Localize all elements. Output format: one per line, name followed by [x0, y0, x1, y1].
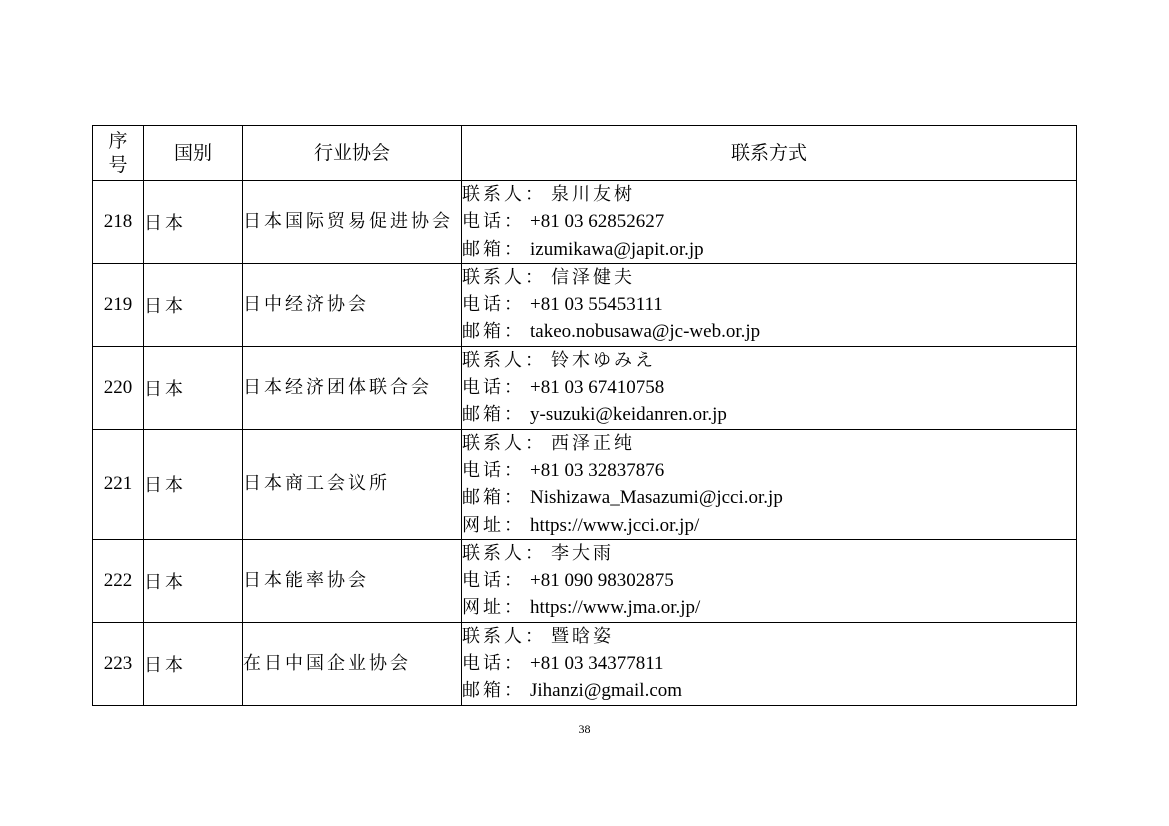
table-row: [93, 539, 1077, 622]
row-number: 221: [93, 429, 144, 539]
row-association: 在日中国企业协会: [243, 622, 462, 705]
label-colon: ：: [504, 321, 522, 343]
website-value[interactable]: https://www.jcci.or.jp/: [530, 514, 700, 536]
row-contact: [462, 346, 1077, 429]
row-association: 日中经济协会: [243, 263, 462, 346]
label-colon: ：: [504, 680, 522, 702]
label-colon: ：: [504, 294, 522, 316]
table-row: [93, 429, 1077, 539]
contact-person-value: 信泽健夫: [551, 266, 635, 288]
row-number: 219: [93, 263, 144, 346]
phone-label: 电话: [462, 653, 504, 675]
row-contact: [462, 429, 1077, 539]
label-colon: ：: [504, 653, 522, 675]
email-line: [462, 318, 1076, 345]
row-country: 日本: [144, 429, 243, 539]
phone-value: +81 03 67410758: [530, 377, 665, 399]
row-association: 日本商工会议所: [243, 429, 462, 539]
row-country: 日本: [144, 263, 243, 346]
contacts-table: [92, 125, 1077, 706]
row-country: 日本: [144, 622, 243, 705]
table-row: [93, 263, 1077, 346]
row-number: 220: [93, 346, 144, 429]
row-association: 日本国际贸易促进协会: [243, 181, 462, 264]
email-line: [462, 236, 1076, 263]
phone-line: [462, 291, 1076, 318]
email-value[interactable]: Nishizawa_Masazumi@jcci.or.jp: [530, 487, 783, 509]
label-colon: ：: [504, 377, 522, 399]
contact-person-line: [462, 264, 1076, 291]
contact-person-label: 联系人: [462, 349, 525, 371]
phone-label: 电话: [462, 377, 504, 399]
contact-person-line: [462, 430, 1076, 457]
label-colon: ：: [504, 597, 522, 619]
website-value[interactable]: https://www.jma.or.jp/: [530, 597, 701, 619]
table-body: [93, 181, 1077, 706]
contact-person-value: 暨晗姿: [551, 625, 614, 647]
row-number: 222: [93, 539, 144, 622]
label-colon: ：: [525, 432, 543, 454]
website-label: 网址: [462, 597, 504, 619]
contact-person-value: 李大雨: [551, 542, 614, 564]
phone-label: 电话: [462, 459, 504, 481]
website-line: [462, 512, 1076, 539]
phone-value: +81 03 62852627: [530, 211, 665, 233]
label-colon: ：: [504, 404, 522, 426]
contact-person-label: 联系人: [462, 432, 525, 454]
row-country: 日本: [144, 346, 243, 429]
email-value[interactable]: izumikawa@japit.or.jp: [530, 238, 704, 260]
contact-person-line: [462, 347, 1076, 374]
label-colon: ：: [504, 514, 522, 536]
row-association: 日本经济团体联合会: [243, 346, 462, 429]
header-association: 行业协会: [243, 126, 462, 181]
email-line: [462, 401, 1076, 428]
contact-person-value: 铃木ゆみえ: [551, 349, 656, 371]
row-contact: [462, 539, 1077, 622]
phone-line: [462, 567, 1076, 594]
phone-label: 电话: [462, 294, 504, 316]
label-colon: ：: [525, 184, 543, 205]
label-colon: ：: [504, 459, 522, 481]
website-line: [462, 594, 1076, 621]
header-contact: 联系方式: [462, 126, 1077, 181]
phone-label: 电话: [462, 211, 504, 233]
email-line: [462, 484, 1076, 511]
email-value[interactable]: y-suzuki@keidanren.or.jp: [530, 404, 727, 426]
label-colon: ：: [525, 625, 543, 647]
contact-person-line: [462, 540, 1076, 567]
phone-value: +81 03 32837876: [530, 459, 665, 481]
row-contact: [462, 622, 1077, 705]
phone-line: [462, 650, 1076, 677]
label-colon: ：: [525, 349, 543, 371]
contact-person-value: 泉川友树: [551, 184, 635, 205]
email-label: 邮箱: [462, 321, 504, 343]
header-country: 国别: [144, 126, 243, 181]
email-label: 邮箱: [462, 404, 504, 426]
label-colon: ：: [504, 570, 522, 592]
phone-line: [462, 457, 1076, 484]
contact-person-value: 西泽正纯: [551, 432, 635, 454]
email-label: 邮箱: [462, 238, 504, 260]
label-colon: ：: [504, 487, 522, 509]
contact-person-label: 联系人: [462, 184, 525, 205]
contact-person-label: 联系人: [462, 542, 525, 564]
contact-person-label: 联系人: [462, 266, 525, 288]
header-row: [93, 126, 1077, 181]
contact-person-line: [462, 181, 1076, 208]
table-row: [93, 346, 1077, 429]
phone-line: [462, 374, 1076, 401]
row-country: 日本: [144, 181, 243, 264]
email-line: [462, 677, 1076, 704]
phone-value: +81 03 34377811: [530, 653, 664, 675]
phone-line: [462, 208, 1076, 235]
contact-person-label: 联系人: [462, 625, 525, 647]
phone-value: +81 03 55453111: [530, 294, 663, 316]
email-label: 邮箱: [462, 487, 504, 509]
label-colon: ：: [504, 238, 522, 260]
label-colon: ：: [525, 266, 543, 288]
row-number: 218: [93, 181, 144, 264]
label-colon: ：: [504, 211, 522, 233]
row-contact: [462, 181, 1077, 264]
table-row: [93, 622, 1077, 705]
label-colon: ：: [525, 542, 543, 564]
row-country: 日本: [144, 539, 243, 622]
page-number: 38: [578, 722, 591, 736]
table-row: [93, 181, 1077, 264]
phone-label: 电话: [462, 570, 504, 592]
contact-person-line: [462, 623, 1076, 650]
row-association: 日本能率协会: [243, 539, 462, 622]
row-contact: [462, 263, 1077, 346]
email-value[interactable]: Jihanzi@gmail.com: [530, 680, 683, 702]
website-label: 网址: [462, 514, 504, 536]
email-label: 邮箱: [462, 680, 504, 702]
email-value[interactable]: takeo.nobusawa@jc-web.or.jp: [530, 321, 761, 343]
row-number: 223: [93, 622, 144, 705]
header-no: [93, 126, 144, 181]
header-no-label: 序 号: [108, 130, 128, 176]
phone-value: +81 090 98302875: [530, 570, 674, 592]
